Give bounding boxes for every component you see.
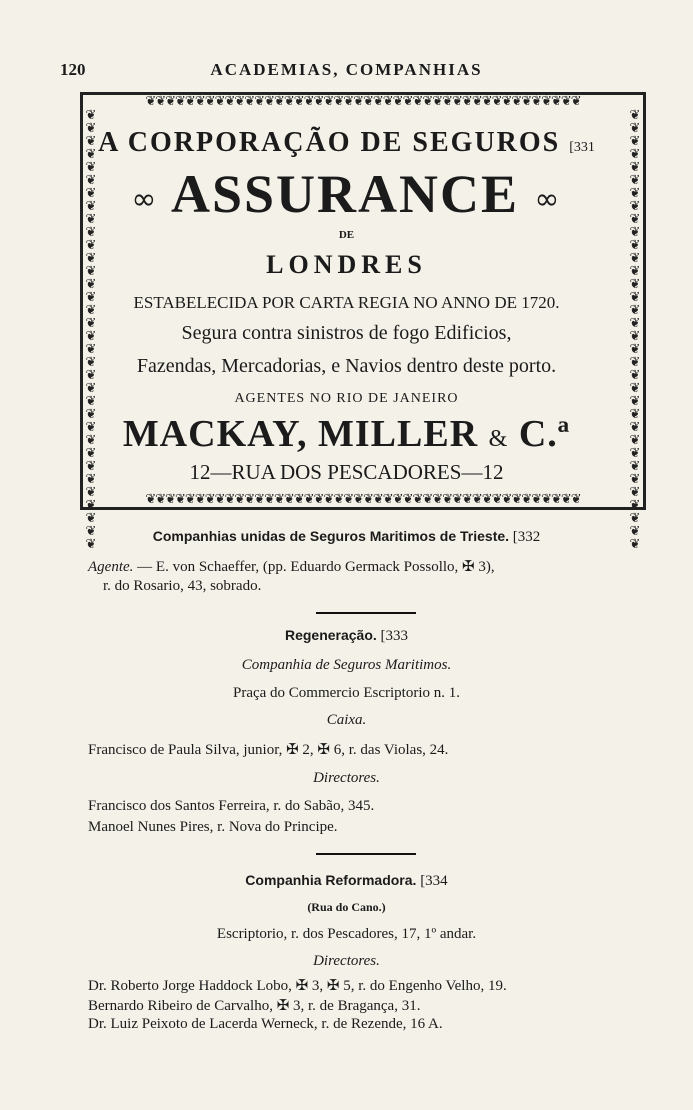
entry-334-title: Companhia Reformadora. xyxy=(245,872,417,888)
advert-line-2: Fazendas, Mercadorias, e Navios dentro deste porto. xyxy=(136,355,557,377)
advert-city: LONDRES xyxy=(266,250,427,279)
advert-established: ESTABELECIDA POR CARTA REGIA NO ANNO DE 1720. xyxy=(133,293,560,312)
entry-334-director-3: Dr. Luiz Peixoto de Lacerda Werneck, r. de Rezende, 16 A. xyxy=(88,1016,443,1032)
entry-334-number: [334 xyxy=(420,873,448,889)
running-head: ACADEMIAS, COMPANHIAS xyxy=(210,60,483,79)
advert-de: DE xyxy=(338,229,355,241)
entry-334-directors-label: Directores. xyxy=(313,953,380,969)
entry-333-caixa-person: Francisco de Paula Silva, junior, ✠ 2, ✠ 6, r. das Violas, 24. xyxy=(88,742,449,758)
divider xyxy=(316,612,416,614)
advert-title-text: A CORPORAÇÃO DE SEGUROS xyxy=(98,127,561,158)
advert-brand-text: ASSURANCE xyxy=(170,164,520,224)
entry-334-director-1: Dr. Roberto Jorge Haddock Lobo, ✠ 3, ✠ 5, r. do Engenho Velho, 19. xyxy=(88,978,507,994)
entry-333-title: Regeneração. xyxy=(284,627,377,643)
entry-333-number: [333 xyxy=(380,628,409,644)
advert-agents-co: C.ª xyxy=(518,413,571,455)
entry-333-subtitle: Companhia de Seguros Maritimos. xyxy=(241,657,452,673)
advert-agents xyxy=(0,412,693,456)
entry-334-office: Escriptorio, r. dos Pescadores, 17, 1º andar. xyxy=(216,926,477,942)
entry-332-number: [332 xyxy=(512,529,541,545)
entry-333-directors-label: Directores. xyxy=(313,770,380,786)
ornament-top-border: ❦❦❦❦❦❦❦❦❦❦❦❦❦❦❦❦❦❦❦❦❦❦❦❦❦❦❦❦❦❦❦❦❦❦❦❦❦❦❦❦❦❦❦❦ xyxy=(145,94,581,109)
entry-333-heading xyxy=(0,627,693,645)
page-number: 120 xyxy=(60,60,86,79)
advert-title xyxy=(0,127,693,159)
ornament-bottom-border: ❦❦❦❦❦❦❦❦❦❦❦❦❦❦❦❦❦❦❦❦❦❦❦❦❦❦❦❦❦❦❦❦❦❦❦❦❦❦❦❦❦❦❦❦ xyxy=(145,492,581,507)
flourish-right-icon: ∞ xyxy=(534,182,562,218)
advert-line-1: Segura contra sinistros de fogo Edificios, xyxy=(181,322,512,344)
entry-333-director-1: Francisco dos Santos Ferreira, r. do Sabão, 345. xyxy=(88,798,375,814)
entry-332-title: Companhias unidas de Seguros Maritimos de Trieste. xyxy=(152,528,510,544)
advert-brand xyxy=(0,163,693,225)
entry-332-agent-label: Agente. xyxy=(88,559,134,575)
entry-333-office: Praça do Commercio Escriptorio n. 1. xyxy=(232,685,461,701)
entry-332-heading xyxy=(0,528,693,546)
entry-334-heading xyxy=(0,872,693,890)
advert-number: [331 xyxy=(569,140,595,155)
entry-333-director-2: Manoel Nunes Pires, r. Nova do Principe. xyxy=(88,819,338,835)
advert-agents-label: AGENTES NO RIO DE JANEIRO xyxy=(234,391,459,406)
ornament-left-border: ❦❦❦❦❦❦❦❦❦❦❦❦❦❦❦❦❦❦❦❦❦❦❦❦❦❦❦❦❦❦❦❦❦❦ xyxy=(85,108,97,552)
advert-agents-main: MACKAY, MILLER xyxy=(122,413,479,455)
entry-332-agent-line1: — E. von Schaeffer, (pp. Eduardo Germack Possollo, ✠ 3), xyxy=(137,559,495,575)
entry-334-street: (Rua do Cano.) xyxy=(307,900,386,914)
flourish-left-icon: ∞ xyxy=(131,182,159,218)
entry-332-agent xyxy=(88,557,495,576)
divider xyxy=(316,853,416,855)
entry-334-director-2: Bernardo Ribeiro de Carvalho, ✠ 3, r. de Bragança, 31. xyxy=(88,998,421,1014)
ornament-right-border: ❦❦❦❦❦❦❦❦❦❦❦❦❦❦❦❦❦❦❦❦❦❦❦❦❦❦❦❦❦❦❦❦❦❦ xyxy=(629,108,641,552)
entry-332-agent-line2: r. do Rosario, 43, sobrado. xyxy=(103,578,262,594)
entry-333-caixa-label: Caixa. xyxy=(326,712,367,728)
advert-address: 12—RUA DOS PESCADORES—12 xyxy=(189,460,504,484)
advert-agents-amp: & xyxy=(488,426,509,452)
